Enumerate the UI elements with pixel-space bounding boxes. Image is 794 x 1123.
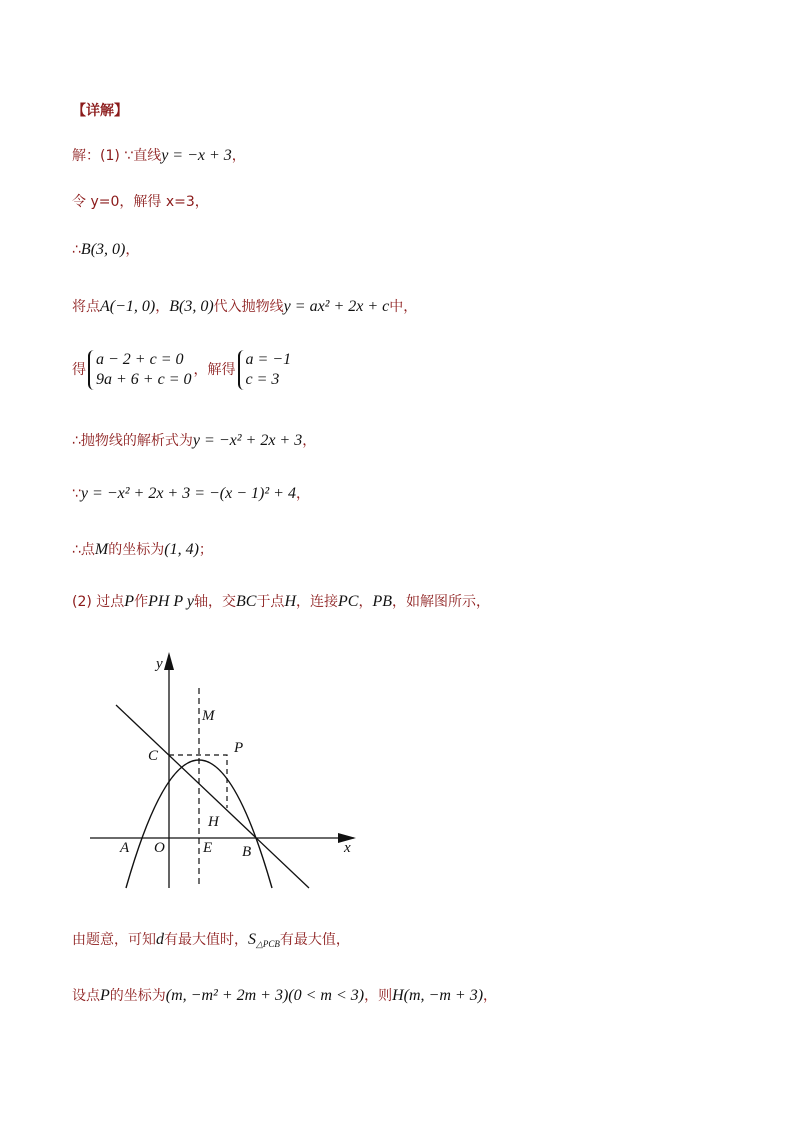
math-vertex: (1, 4) (164, 541, 199, 558)
text: ，解得 (193, 362, 236, 378)
math-s-subscript: △PCB (256, 939, 280, 949)
text: 的坐标为 (109, 988, 166, 1004)
text: 有最大值时， (164, 932, 248, 948)
label-p: P (234, 740, 244, 756)
text: ∴抛物线的解析式为 (72, 433, 193, 449)
line-bc (116, 705, 309, 888)
text: ， (483, 988, 498, 1004)
text: ∴点 (72, 542, 95, 558)
text: ，则 (364, 988, 393, 1004)
text: ∵ (72, 486, 81, 502)
text: 的坐标为 (108, 542, 165, 558)
math-ph: PH P y (148, 593, 194, 610)
math-p: P (100, 987, 110, 1004)
step-line-4 (72, 297, 417, 317)
math-m: M (94, 541, 109, 558)
step-line-9 (72, 592, 490, 612)
label-a: A (120, 840, 130, 856)
y-axis-arrow (164, 652, 174, 670)
step-line-6 (72, 431, 316, 451)
step-line-5 (72, 350, 293, 390)
text: ，连接 (296, 594, 338, 610)
equation-system-2 (238, 350, 292, 390)
math-line-equation: y = −x + 3 (161, 147, 232, 164)
step-line-7 (72, 484, 310, 504)
text: ， (231, 148, 246, 164)
math-point-b: B(3, 0) (169, 298, 214, 315)
label-m: M (202, 708, 215, 724)
label-y: y (156, 656, 163, 672)
text: ∴ (72, 242, 81, 258)
text: 中， (389, 299, 418, 315)
equation: 9a + 6 + c = 0 (96, 371, 192, 388)
equation: c = 3 (245, 371, 280, 388)
text: 设点 (72, 988, 100, 1004)
math-bc: BC (235, 593, 257, 610)
step-line-3 (72, 240, 139, 260)
math-p-coordinate: (m, −m² + 2m + 3) (165, 987, 289, 1004)
text: 有最大值， (279, 932, 350, 948)
step-line-1 (72, 146, 246, 166)
solution-heading: 【详解】 (72, 103, 128, 119)
label-x: x (344, 840, 351, 856)
text: 作 (134, 594, 149, 610)
label-c: C (148, 748, 159, 764)
math-pb: PB (372, 593, 392, 610)
text: 轴，交 (193, 594, 236, 610)
equation: a = −1 (245, 351, 292, 368)
text: ， (358, 594, 373, 610)
text: 解：(1) ∵直线 (72, 148, 162, 164)
text: (2) 过点 (72, 594, 125, 610)
text: ， (155, 299, 170, 315)
step-line-2: 令 y=0，解得 x=3， (72, 194, 209, 210)
text: ， (302, 433, 317, 449)
math-s: S (248, 931, 256, 948)
math-point-a: A(−1, 0) (100, 298, 156, 315)
math-d: d (156, 931, 164, 948)
math-parabola: y = −x² + 2x + 3 (192, 432, 303, 449)
text: 将点 (72, 299, 100, 315)
text: ， (125, 242, 140, 258)
math-h-coordinate: H(m, −m + 3) (392, 987, 484, 1004)
text: 由题意，可知 (72, 932, 156, 948)
equation: a − 2 + c = 0 (96, 351, 184, 368)
math-parabola-general: y = ax² + 2x + c (283, 298, 390, 315)
math-pc: PC (338, 593, 359, 610)
text: 于点 (256, 594, 285, 610)
text: ； (198, 542, 213, 558)
text: 代入抛物线 (213, 299, 284, 315)
math-range: (0 < m < 3) (288, 987, 365, 1004)
label-b: B (242, 844, 252, 860)
text: 得 (72, 362, 86, 378)
solution-figure (86, 648, 376, 893)
math-h: H (284, 593, 296, 610)
label-h: H (208, 814, 219, 830)
step-line-11 (72, 986, 497, 1006)
math-vertex-form: y = −x² + 2x + 3 = −(x − 1)² + 4 (80, 485, 296, 502)
equation-system-1 (88, 350, 192, 390)
text: ，如解图所示， (392, 594, 490, 610)
label-e: E (203, 840, 213, 856)
text: ， (295, 486, 310, 502)
step-line-8 (72, 540, 213, 560)
math-p: P (124, 593, 135, 610)
label-o: O (154, 840, 165, 856)
step-line-10 (72, 930, 350, 954)
math-point-b: B(3, 0) (80, 241, 126, 258)
